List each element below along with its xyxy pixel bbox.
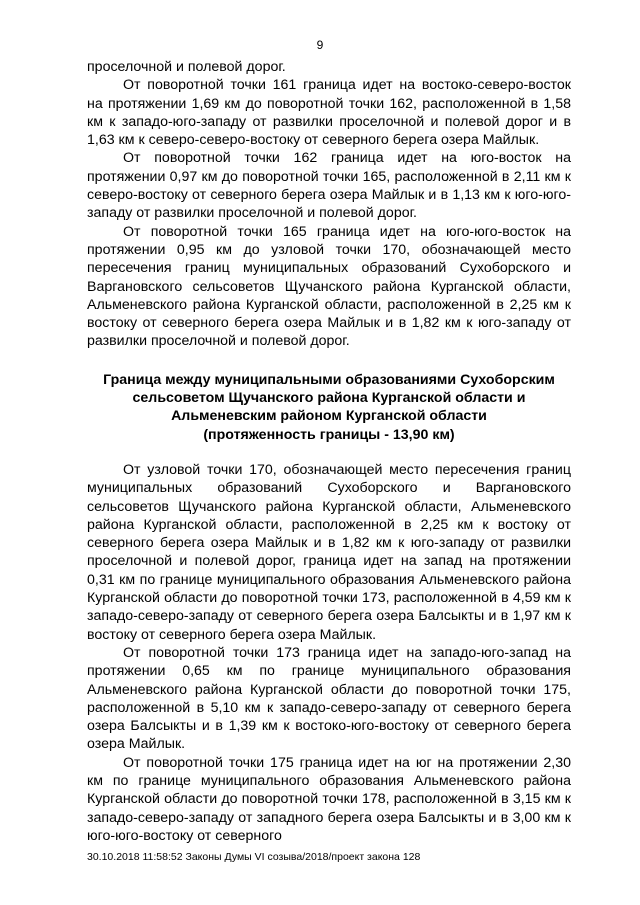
heading-spacer	[87, 444, 571, 461]
heading-line-4: (протяженность границы - 13,90 км)	[203, 426, 455, 443]
paragraph-point-173: От поворотной точки 173 граница идет на западо-юго-запад на протяжении 0,65 км по границе муниципального образования Альменевского района Курганской области до поворотной точки 175, расположенной в 5,10 км к западо-северо-западу от северного берега озера Балсыкты и в 1,39 км к востоко-юго-востоку от северного берега озера Майлык.	[87, 644, 571, 753]
paragraph-point-165: От поворотной точки 165 граница идет на юго-юго-восток на протяжении 0,95 км до узловой точки 170, обозначающей место пересечения границ муниципальных образований Сухоборского и Варгановского сельсоветов Щучанского района Курганской области, Альменевского района Курганской области, расположенной в 2,25 км к востоку от северного берега озера Майлык и в 1,82 км к юго-западу от развилки проселочной и полевой дорог.	[87, 223, 571, 350]
document-body	[87, 58, 571, 845]
heading-line-3: Альменевским районом Курганской области	[171, 408, 487, 425]
paragraph-continuation: проселочной и полевой дорог.	[87, 59, 286, 75]
paragraph-point-161: От поворотной точки 161 граница идет на востоко-северо-восток на протяжении 1,69 км до поворотной точки 162, расположенной в 1,58 км к западо-юго-западу от развилки проселочной и полевой дорог и в 1,63 км к северо-северо-востоку от северного берега озера Майлык.	[87, 77, 571, 149]
footer-file-info: 30.10.2018 11:58:52 Законы Думы VI созыва/2018/проект закона 128	[87, 851, 421, 863]
paragraph-point-170: От узловой точки 170, обозначающей место пересечения границ муниципальных образований Сухоборского и Варгановского сельсоветов Щучанского района Курганской области, Альменевского района Курганской области, расположенной в 2,25 км к востоку от северного берега озера Майлык и в 1,82 км к юго-западу от развилки проселочной и полевой дорог, граница идет на запад на протяжении 0,31 км по границе муниципального образования Альменевского района Курганской области до поворотной точки 173, расположенной в 4,59 км к западо-северо-западу от северного берега озера Балсыкты и в 1,97 км к востоку от северного берега озера Майлык.	[87, 461, 571, 643]
heading-line-2: сельсоветом Щучанского района Курганской области и	[132, 390, 526, 407]
heading-line-1: Граница между муниципальными образованиями Сухоборским	[103, 371, 555, 388]
paragraph-point-162: От поворотной точки 162 граница идет на юго-восток на протяжении 0,97 км до поворотной точки 165, расположенной в 2,11 км к северо-востоку от северного берега озера Майлык и в 1,13 км к юго-юго-западу от развилки проселочной и полевой дорог.	[87, 150, 571, 222]
paragraph-point-175: От поворотной точки 175 граница идет на юг на протяжении 2,30 км по границе муниципального образования Альменевского района Курганской области до поворотной точки 178, расположенной в 3,15 км к западо-северо-западу от западного берега озера Балсыкты и в 3,00 км к юго-юго-востоку от северного	[87, 754, 571, 844]
page-number: 9	[316, 38, 324, 52]
section-heading	[87, 371, 571, 444]
